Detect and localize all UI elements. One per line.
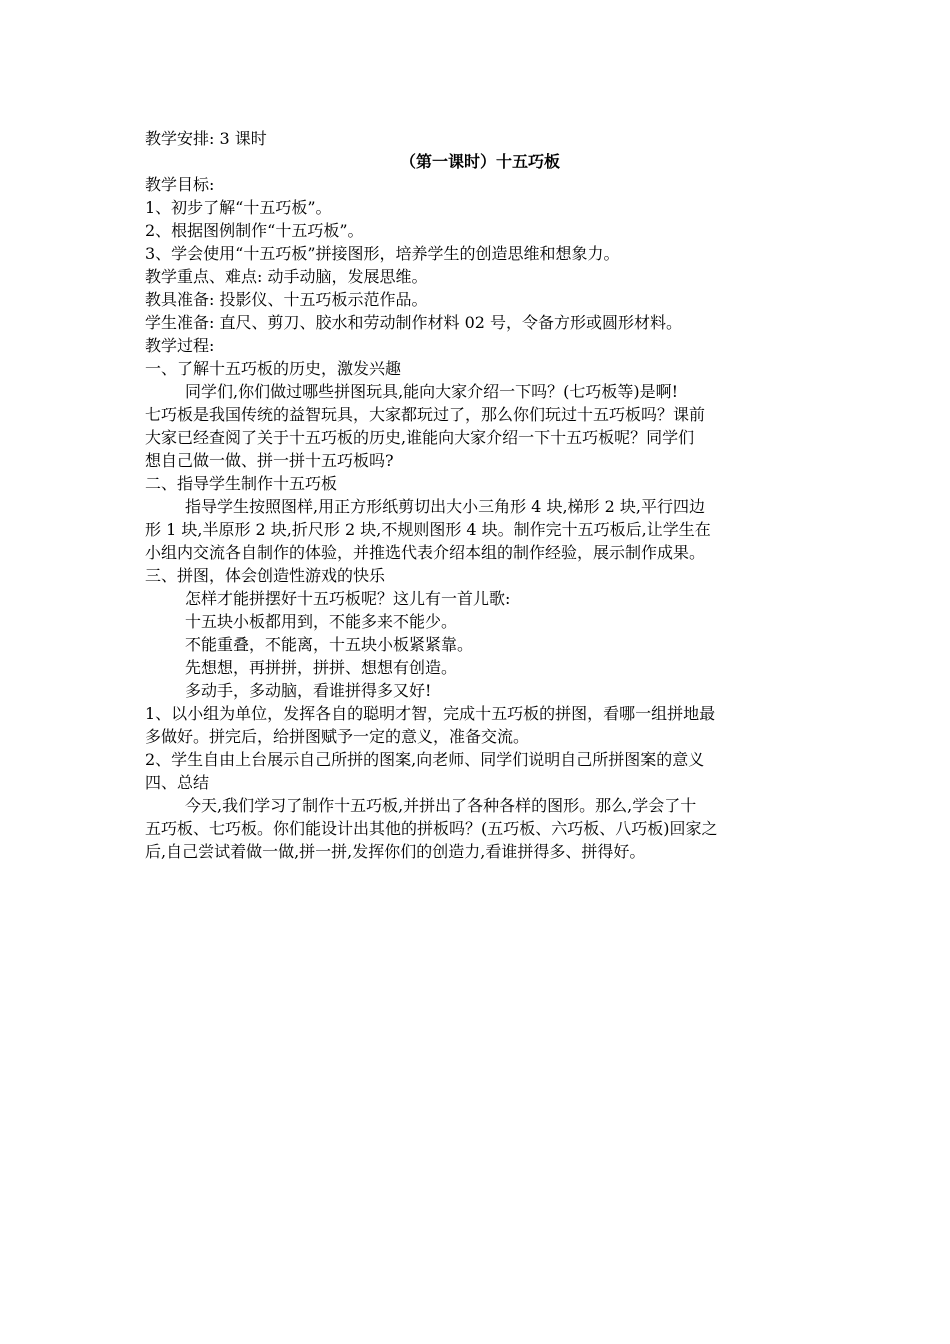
goals-heading: 教学目标: [145,175,215,194]
paragraph-line: 同学们,你们做过哪些拼图玩具,能向大家介绍一下吗？(七巧板等)是啊! [185,382,679,401]
goal-item: 3、学会使用“十五巧板”拼接图形，培养学生的创造思维和想象力。 [145,244,620,263]
paragraph-line: 大家已经查阅了关于十五巧板的历史,谁能向大家介绍一下十五巧板呢？同学们 [145,428,695,447]
paragraph-line: 2、学生自由上台展示自己所拼的图案,向老师、同学们说明自己所拼图案的意义 [145,750,705,769]
student-prep-line: 学生准备: 直尺、剪刀、胶水和劳动制作材料 02 号，令备方形或圆形材料。 [145,313,683,332]
section-heading: 二、指导学生制作十五巧板 [145,474,338,493]
paragraph-line: 多做好。拼完后，给拼图赋予一定的意义，准备交流。 [145,727,530,746]
paragraph-line: 怎样才能拼摆好十五巧板呢？这儿有一首儿歌: [185,589,511,608]
teacher-prep-line: 教具准备: 投影仪、十五巧板示范作品。 [145,290,428,309]
paragraph-line: 指导学生按照图样,用正方形纸剪切出大小三角形 4 块,梯形 2 块,平行四边 [185,497,705,516]
arrangement-line: 教学安排: 3 课时 [145,129,267,148]
paragraph-line: 1、以小组为单位，发挥各自的聪明才智，完成十五巧板的拼图，看哪一组拼地最 [145,704,716,723]
document-page [145,127,815,863]
section-heading: 四、总结 [145,773,210,792]
paragraph-line: 五巧板、七巧板。你们能设计出其他的拼板吗？(五巧板、六巧板、八巧板)回家之 [145,819,718,838]
song-line: 不能重叠，不能离，十五块小板紧紧靠。 [185,635,474,654]
section-heading: 三、拼图，体会创造性游戏的快乐 [145,566,386,585]
key-points-line: 教学重点、难点: 动手动脑，发展思维。 [145,267,428,286]
paragraph-line: 小组内交流各自制作的体验，并推选代表介绍本组的制作经验，展示制作成果。 [145,543,706,562]
paragraph-line: 想自己做一做、拼一拼十五巧板吗? [145,451,394,470]
song-line: 先想想，再拼拼，拼拼、想想有创造。 [185,658,458,677]
goal-item: 1、初步了解“十五巧板”。 [145,198,332,217]
song-line: 十五块小板都用到，不能多来不能少。 [185,612,458,631]
paragraph-line: 今天,我们学习了制作十五巧板,并拼出了各种各样的图形。那么,学会了十 [185,796,697,815]
paragraph-line: 形 1 块,半原形 2 块,折尺形 2 块,不规则图形 4 块。制作完十五巧板后,让学生在 [145,520,711,539]
section-heading: 一、了解十五巧板的历史，激发兴趣 [145,359,402,378]
lesson-title: （第一课时）十五巧板 [399,152,560,171]
process-heading: 教学过程: [145,336,215,355]
goal-item: 2、根据图例制作“十五巧板”。 [145,221,364,240]
song-line: 多动手，多动脑，看谁拼得多又好! [185,681,432,700]
paragraph-line: 七巧板是我国传统的益智玩具，大家都玩过了，那么你们玩过十五巧板吗？课前 [145,405,706,424]
paragraph-line: 后,自己尝试着做一做,拼一拼,发挥你们的创造力,看谁拼得多、拼得好。 [145,842,646,861]
